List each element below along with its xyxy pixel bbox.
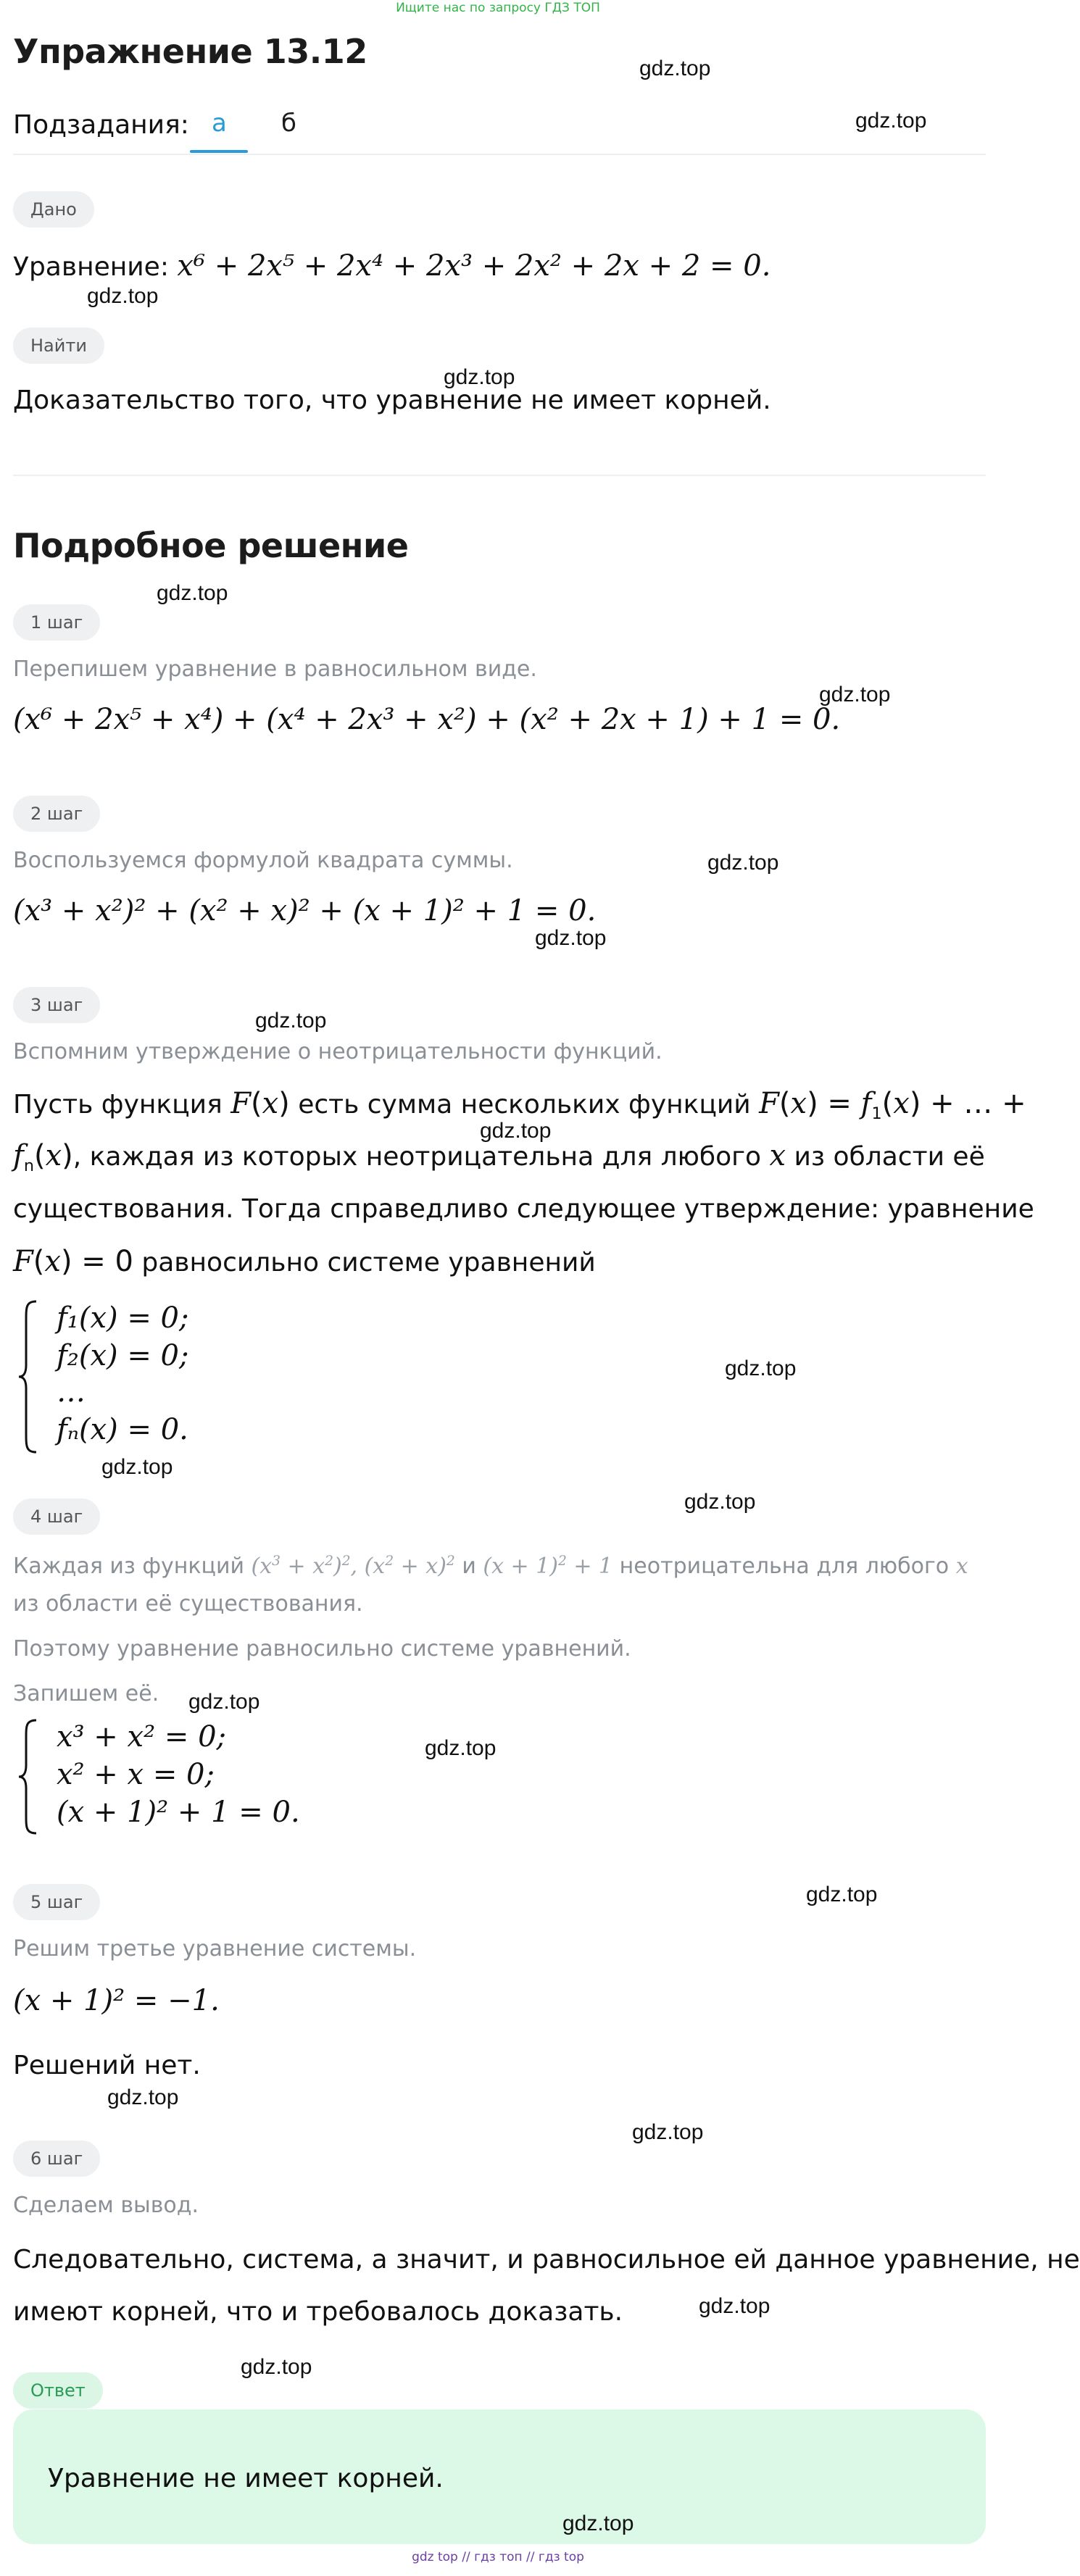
system-1-row-1: f₁(x) = 0; — [57, 1301, 189, 1335]
section-divider — [13, 475, 986, 476]
step-2-pill: 2 шаг — [13, 796, 100, 832]
watermark: gdz.top — [188, 1690, 260, 1714]
step-1-hint: Перепишем уравнение в равносильном виде. — [13, 656, 537, 682]
step-4-hint-line-1: Каждая из функций $(x^3 + x^2)^2$, $(x^2 + x)^2$ и $(x + 1)^2 + 1$ неотрицательна для любого x — [13, 1554, 968, 1579]
text-fragment: , каждая из которых неотрицательна для любого — [72, 1142, 762, 1172]
given-equation — [13, 249, 770, 283]
watermark: gdz.top — [699, 2294, 770, 2318]
given-formula: x⁶ + 2x⁵ + 2x⁴ + 2x³ + 2x² + 2x + 2 = 0. — [177, 249, 771, 283]
text-fragment: из области её — [794, 1142, 985, 1172]
step-6-text-line-2: имеют корней, что и требовалось доказать. — [13, 2297, 623, 2327]
watermark: gdz.top — [707, 851, 779, 875]
given-pill: Дано — [13, 191, 94, 228]
step-4-hint-line-3: Поэтому уравнение равносильно системе уравнений. — [13, 1636, 631, 1662]
step-2-hint: Воспользуемся формулой квадрата суммы. — [13, 848, 513, 873]
tab-a[interactable]: а — [212, 109, 227, 138]
step-5-equation: (x + 1)² = −1. — [13, 1984, 220, 2017]
text-fragment: Пусть функция — [13, 1090, 223, 1120]
page-title: Упражнение 13.12 — [13, 32, 367, 71]
text-fragment: Каждая из функций — [13, 1554, 244, 1579]
given-label: Уравнение: — [13, 252, 169, 282]
find-pill: Найти — [13, 328, 104, 364]
step-3-line-2: $f_n(x)$, каждая из которых неотрицательна для любого x из области её — [13, 1139, 985, 1176]
watermark: gdz.top — [157, 581, 228, 605]
footer-links[interactable]: gdz top // гдз топ // гдз top — [412, 2550, 584, 2564]
step-6-hint: Сделаем вывод. — [13, 2193, 199, 2218]
tabs-divider — [13, 154, 986, 155]
watermark: gdz.top — [806, 1883, 878, 1906]
watermark: gdz.top — [425, 1736, 497, 1760]
find-text: Доказательство того, что уравнение не имеет корней. — [13, 385, 771, 415]
subtasks-label: Подзадания: — [13, 110, 189, 140]
watermark: gdz.top — [855, 109, 927, 133]
text-fragment: неотрицательна для любого — [619, 1554, 950, 1579]
step-4-hint-line-4: Запишем её. — [13, 1681, 159, 1706]
step-4-hint-line-2: из области её существования. — [13, 1591, 363, 1617]
system-1-row-3: … — [57, 1375, 86, 1409]
watermark: gdz.top — [480, 1119, 552, 1143]
step-3-pill: 3 шаг — [13, 987, 100, 1023]
step-2-equation: (x³ + x²)² + (x² + x)² + (x + 1)² + 1 = 0. — [13, 894, 597, 928]
watermark: gdz.top — [535, 926, 607, 950]
watermark: gdz.top — [87, 284, 159, 308]
step-5-hint: Решим третье уравнение системы. — [13, 1936, 417, 1962]
step-3-hint: Вспомним утверждение о неотрицательности функций. — [13, 1039, 662, 1064]
text-fragment: равносильно системе уравнений — [141, 1248, 596, 1277]
watermark: gdz.top — [107, 2085, 179, 2109]
watermark: gdz.top — [101, 1455, 173, 1479]
step-1-pill: 1 шаг — [13, 604, 100, 641]
step-6-pill: 6 шаг — [13, 2141, 100, 2177]
step-4-pill: 4 шаг — [13, 1499, 100, 1535]
step-3-line-3: существования. Тогда справедливо следующее утверждение: уравнение — [13, 1194, 1034, 1224]
answer-pill: Ответ — [13, 2372, 103, 2409]
watermark: gdz.top — [684, 1490, 756, 1514]
step-3-line-1: Пусть функция F(x) есть сумма нескольких функций $F(x) = f_1(x)$ + … + — [13, 1087, 1026, 1124]
system-1-row-2: f₂(x) = 0; — [57, 1339, 189, 1372]
system-brace-1 — [16, 1299, 41, 1455]
system-brace-2 — [16, 1717, 41, 1836]
text-fragment: и — [462, 1554, 476, 1579]
watermark: gdz.top — [444, 365, 515, 389]
watermark: gdz.top — [562, 2512, 634, 2535]
watermark: gdz.top — [639, 57, 711, 80]
watermark: gdz.top — [632, 2120, 704, 2144]
watermark: gdz.top — [255, 1009, 327, 1033]
step-5-pill: 5 шаг — [13, 1884, 100, 1920]
system-2-row-1: x³ + x² = 0; — [57, 1720, 227, 1754]
step-5-text: Решений нет. — [13, 2051, 201, 2080]
system-1-row-4: fₙ(x) = 0. — [57, 1413, 188, 1446]
system-2-row-3: (x + 1)² + 1 = 0. — [57, 1796, 300, 1829]
step-1-equation: (x⁶ + 2x⁵ + x⁴) + (x⁴ + 2x³ + x²) + (x² + 2x + 1) + 1 = 0. — [13, 703, 841, 736]
watermark: gdz.top — [725, 1356, 797, 1380]
step-6-text-line-1: Следовательно, система, а значит, и равносильное ей данное уравнение, не — [13, 2245, 1080, 2275]
active-tab-indicator — [190, 150, 248, 153]
text-fragment: есть сумма нескольких функций — [298, 1090, 751, 1120]
tab-b[interactable]: б — [281, 109, 296, 138]
solution-title: Подробное решение — [13, 526, 409, 565]
watermark: gdz.top — [819, 683, 891, 706]
search-banner: Ищите нас по запросу ГДЗ ТОП — [396, 1, 600, 15]
step-3-line-4: F(x) = 0 равносильно системе уравнений — [13, 1245, 596, 1278]
answer-text: Уравнение не имеет корней. — [48, 2464, 444, 2493]
system-2-row-2: x² + x = 0; — [57, 1758, 215, 1791]
watermark: gdz.top — [241, 2355, 312, 2379]
